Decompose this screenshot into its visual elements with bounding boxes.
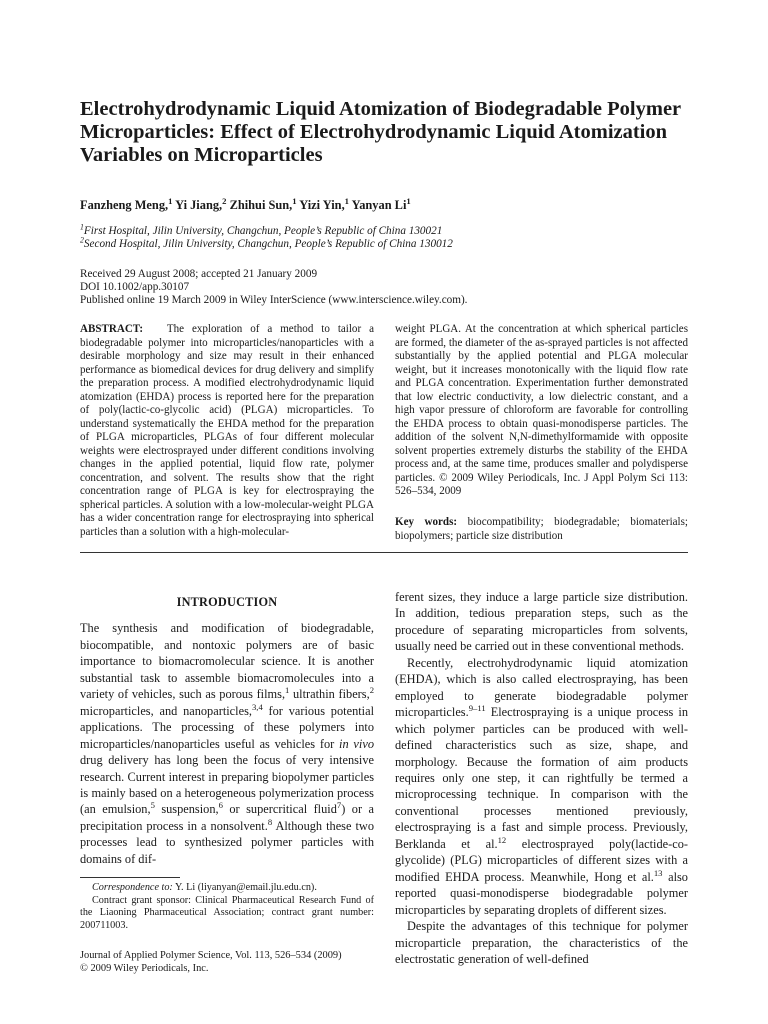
citation-ref: 7: [336, 800, 342, 811]
text-run: also reported quasi-monodisperse biodegradable polymer microparticles by separating droplets of different sizes.: [395, 869, 688, 917]
citation-ref: 5: [150, 800, 155, 811]
paragraph: [80, 620, 374, 867]
citation-ref: 6: [218, 800, 223, 811]
body-column-2: [395, 589, 688, 967]
journal-citation: Journal of Applied Polymer Science, Vol. 113, 526–534 (2009): [80, 950, 342, 961]
section-divider: [80, 552, 688, 553]
author-list: [80, 195, 411, 213]
keywords: [395, 516, 688, 543]
italic-term: in vivo: [339, 736, 374, 751]
citation-ref: 8: [267, 816, 273, 827]
doi: DOI 10.1002/app.30107: [80, 281, 190, 293]
footnote-divider: [80, 877, 180, 878]
author: Fanzheng Meng,$^1$: [80, 195, 173, 212]
abstract-column-1: [80, 323, 374, 539]
abstract-column-2: weight PLGA. At the concentration at which spherical particles are formed, the diameter of the as-sprayed particles is not affected substantially by the applied potential and PLGA molecular weight, but it increases monotonically with the liquid flow rate and PLGA concentration. Experimentation further demonstrated that low electric conductivity, a low dielectric constant, and a high vapor pressure of chloroform are favorable for controlling the EHDA process to obtain quasi-monodisperse particles. The addition of the solvent N,N-dimethylformamide with opposite solvent properties extremely disturbs the stability of the EHDA process and, at the same time, produces smaller and polydisperse particles. © 2009 Wiley Periodicals, Inc. J Appl Polym Sci 113: 526–534, 2009: [395, 323, 688, 497]
footnote: [80, 882, 374, 932]
keywords-label: Key words:: [395, 516, 458, 528]
text-run: electrosprayed poly(lactide-co-glycolide) (PLG) microparticles of different sizes with a modified EHDA process. Meanwhile, Hong et al.: [395, 836, 688, 884]
author: Yanyan Li$^1$: [351, 195, 411, 212]
paragraph: ferent sizes, they induce a large particle size distribution. In addition, tedious preparation steps, such as the procedure of separating microparticles from solvents, usually need be carried out in these conventional methods.: [395, 590, 688, 654]
citation-ref: 3,4: [251, 701, 263, 712]
abstract-label: ABSTRACT:: [80, 323, 144, 335]
received-date: Received 29 August 2008; accepted 21 January 2009: [80, 268, 318, 280]
paragraph: Despite the advantages of this technique for polymer microparticle preparation, the characteristics of the electrostatic generation of well-defined: [395, 919, 688, 966]
text-run: drug delivery has long been the focus of very intensive research. Current interest in preparing biopolymer particles is mainly based on a heterogeneous polymerization process (an emulsion,: [80, 753, 374, 817]
article-title: Electrohydrodynamic Liquid Atomization of Biodegradable Polymer Microparticles: Effect of Electrohydrodynamic Liquid Atomization Variables on Microparticles: [80, 98, 681, 166]
citation-ref: 13: [653, 867, 663, 878]
text-run: ultrathin fibers,: [289, 687, 370, 702]
journal-info: [80, 950, 374, 975]
author: Yi Jiang,$^2$: [175, 195, 227, 212]
affiliation: $^2$Second Hospital, Jilin University, Changchun, People’s Republic of China 130012: [80, 235, 453, 250]
author: Zhihui Sun,$^1$: [229, 195, 297, 212]
text-run: suspension,: [154, 802, 219, 817]
text-run: The synthesis and modification of biodegradable, biocompatible, and nontoxic polymers are of basic importance to biomacromolecular science. It is another substantial task to assemble biomacromolecules into a variety of vehicles, such as porous films,: [80, 621, 374, 702]
text-run: Electrospraying is a unique process in which polymer particles can be produced with well-defined characteristics such as size, shape, and morphology. Because the formation of aim products requires only one step, it can rightfully be termed a microprocessing technique. In comparison with the conventional processes mentioned previously, electrospraying is a fast and simple process. Previously, Berklanda et al.: [395, 705, 688, 851]
text-run: ) or a precipitation process in a nonsolvent.: [80, 802, 374, 833]
affiliation: $^1$First Hospital, Jilin University, Changchun, People’s Republic of China 130021: [80, 222, 443, 237]
text-run: Although these two processes lead to synthesized polymer particles with domains of dif-: [80, 818, 374, 866]
copyright: © 2009 Wiley Periodicals, Inc.: [80, 962, 209, 974]
body-column-1: [80, 589, 374, 867]
citation-ref: 2: [369, 685, 374, 696]
grant-info: Contract grant sponsor: Clinical Pharmaceutical Research Fund of the Liaoning Pharmaceutical Association; contract grant number: 200711003.: [80, 894, 374, 931]
author: Yizi Yin,$^1$: [299, 195, 349, 212]
abstract-text: The exploration of a method to tailor a biodegradable polymer into microparticles/nanoparticles with a desirable morphology and size may result in their enhanced performance as biomedical devices for drug delivery and simplify the preparation process. A modified electrohydrodynamic liquid atomization (EHDA) process is reported here for the preparation of poly(lactic-co-glycolic acid) (PLGA) microparticles. To understand systematically the EHDA method for the preparation of PLGA microparticles, PLGAs of four different molecular weights were electrosprayed under different conditions involving changes in the applied potential, liquid flow rate, polymer concentration, and solvent. The results show that the right concentration range of PLGA is key for electrospraying the spherical particles. A solution with a low-molecular-weight PLGA has a wider concentration range for electrospraying into spherical particles than a solution with a high-molecular-: [80, 323, 374, 538]
published-date: Published online 19 March 2009 in Wiley InterScience (www.interscience.wiley.com).: [80, 294, 468, 306]
paragraph: [395, 655, 688, 918]
citation-ref: 1: [285, 685, 290, 696]
correspondence: Correspondence to: Y. Li (liyanyan@email.jlu.edu.cn).: [92, 882, 317, 893]
text-run: microparticles, and nanoparticles,: [80, 703, 252, 718]
text-run: Recently, electrohydrodynamic liquid atomization (EHDA), which is also called electrospraying, has been employed to generate biodegradable polymer microparticles.: [395, 655, 688, 720]
text-run: or supercritical fluid: [222, 802, 337, 817]
section-heading: INTRODUCTION: [176, 595, 278, 609]
keywords-text: biocompatibility; biodegradable; biomaterials; biopolymers; particle size distribution: [395, 516, 688, 542]
citation-ref: 12: [497, 834, 507, 845]
citation-ref: 9–11: [468, 703, 486, 714]
text-run: for various potential applications. The processing of these polymers into microparticles/nanoparticles useful as vehicles for: [80, 703, 375, 751]
